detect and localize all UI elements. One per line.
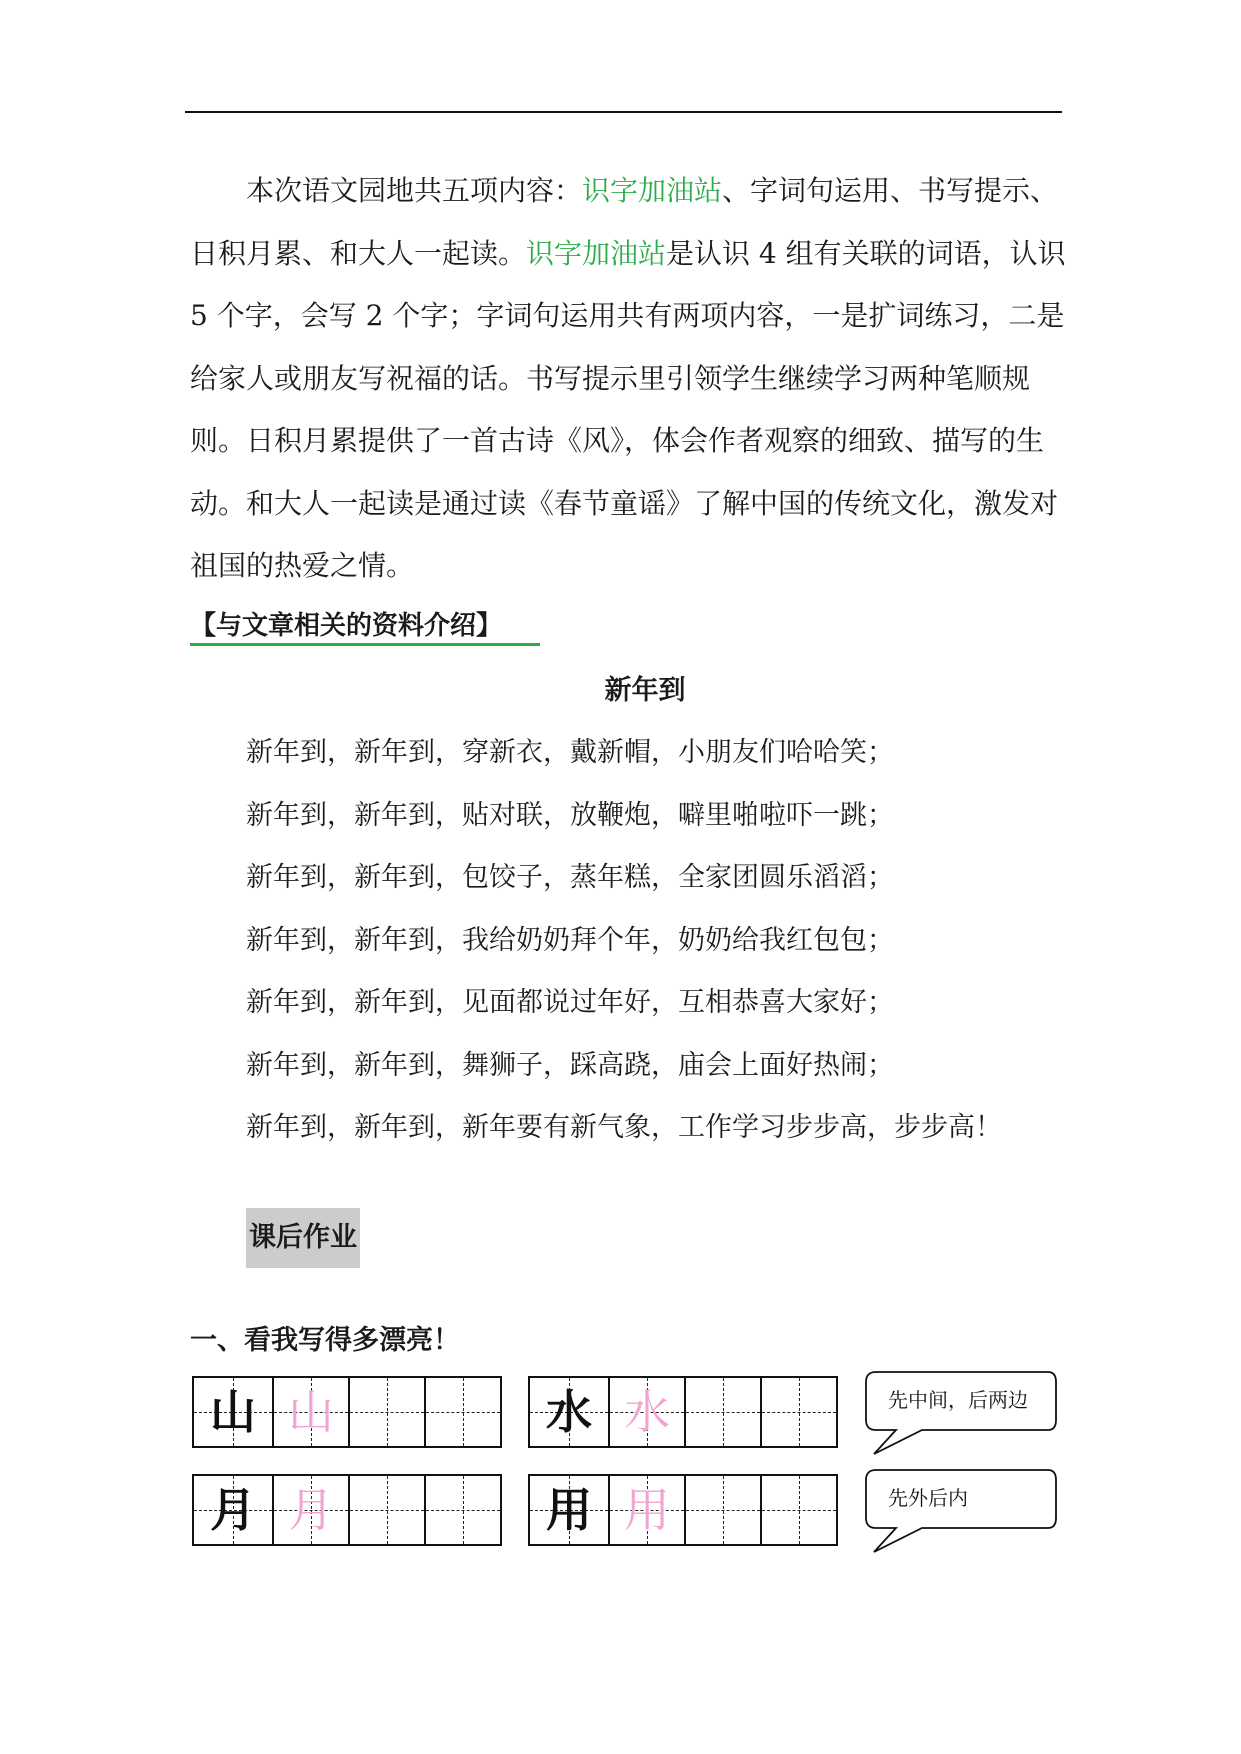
model-character: 水 xyxy=(546,1385,592,1439)
grid-cell-model xyxy=(194,1378,272,1446)
poem-line: 新年到，新年到，见面都说过年好，互相恭喜大家好； xyxy=(246,987,894,1018)
trace-character: 水 xyxy=(624,1385,670,1439)
section-underline xyxy=(190,643,540,646)
intro-highlight-2: 识字加油站 xyxy=(526,236,667,270)
grid-cell-blank[interactable] xyxy=(760,1476,836,1544)
poem-line: 新年到，新年到，新年要有新气象，工作学习步步高，步步高！ xyxy=(246,1112,1002,1143)
grid-cell-blank[interactable] xyxy=(684,1476,760,1544)
intro-text-1: 本次语文园地共五项内容： xyxy=(246,174,583,207)
tip-text: 先外后内 xyxy=(888,1486,968,1510)
poem-line: 新年到，新年到，包饺子，蒸年糕，全家团圆乐滔滔； xyxy=(246,862,894,893)
grid-cell-trace xyxy=(608,1476,684,1544)
homework-label: 课后作业 xyxy=(246,1208,360,1268)
grid-cell-blank[interactable] xyxy=(348,1476,424,1544)
grid-cell-model xyxy=(530,1378,608,1446)
tip-bubble xyxy=(862,1370,1058,1464)
poem-line: 新年到，新年到，我给奶奶拜个年，奶奶给我红包包； xyxy=(246,924,894,956)
grid-cell-blank[interactable] xyxy=(348,1378,424,1446)
section-title: 【与文章相关的资料介绍】 xyxy=(190,611,503,641)
writing-grid xyxy=(528,1474,838,1546)
intro-highlight-1: 识字加油站 xyxy=(582,174,723,207)
grid-cell-blank[interactable] xyxy=(684,1378,760,1446)
intro-paragraph xyxy=(190,160,1070,598)
header-rule xyxy=(185,111,1062,113)
model-character: 山 xyxy=(210,1385,256,1439)
grid-cell-blank[interactable] xyxy=(424,1378,500,1446)
writing-grid xyxy=(192,1474,502,1546)
poem-title: 新年到 xyxy=(604,675,686,706)
intro-text-2: 、字词句运用、书写提示、日积月累、和大人一起读。 xyxy=(190,174,1059,270)
grid-cell-trace xyxy=(608,1378,684,1446)
grid-cell-trace xyxy=(272,1476,348,1544)
trace-character: 月 xyxy=(288,1483,334,1537)
poem-line: 新年到，新年到，穿新衣，戴新帽，小朋友们哈哈笑； xyxy=(246,737,894,768)
model-character: 用 xyxy=(546,1483,592,1537)
poem-line: 新年到，新年到，贴对联，放鞭炮，噼里啪啦吓一跳； xyxy=(246,799,894,831)
grid-cell-blank[interactable] xyxy=(760,1378,836,1446)
tip-bubble xyxy=(862,1468,1058,1562)
tip-text: 先中间，后两边 xyxy=(888,1388,1028,1412)
grid-cell-trace xyxy=(272,1378,348,1446)
poem-line: 新年到，新年到，舞狮子，踩高跷，庙会上面好热闹； xyxy=(246,1049,894,1081)
intro-text-3: 是认识 4 组有关联的词语，认识 5 个字，会写 2 个字；字词句运用共有两项内容，一是扩词练习，二是给家人或朋友写祝福的话。书写提示里引领学生继续学习两种笔顺规则。日积月累提供了一首古诗《风》，体会作者观察的细致、描写的生动。和大人一起读是通过读《春节童谣》了解中国的传统文化，激发对祖国的热爱之情。 xyxy=(190,236,1066,582)
poem-lines xyxy=(246,722,1002,1160)
writing-grid xyxy=(528,1376,838,1448)
grid-cell-blank[interactable] xyxy=(424,1476,500,1544)
trace-character: 山 xyxy=(288,1385,334,1439)
model-character: 月 xyxy=(210,1483,256,1537)
grid-cell-model xyxy=(530,1476,608,1544)
grid-cell-model xyxy=(194,1476,272,1544)
trace-character: 用 xyxy=(624,1483,670,1537)
writing-grid xyxy=(192,1376,502,1448)
exercise-title: 一、看我写得多漂亮！ xyxy=(190,1325,460,1356)
